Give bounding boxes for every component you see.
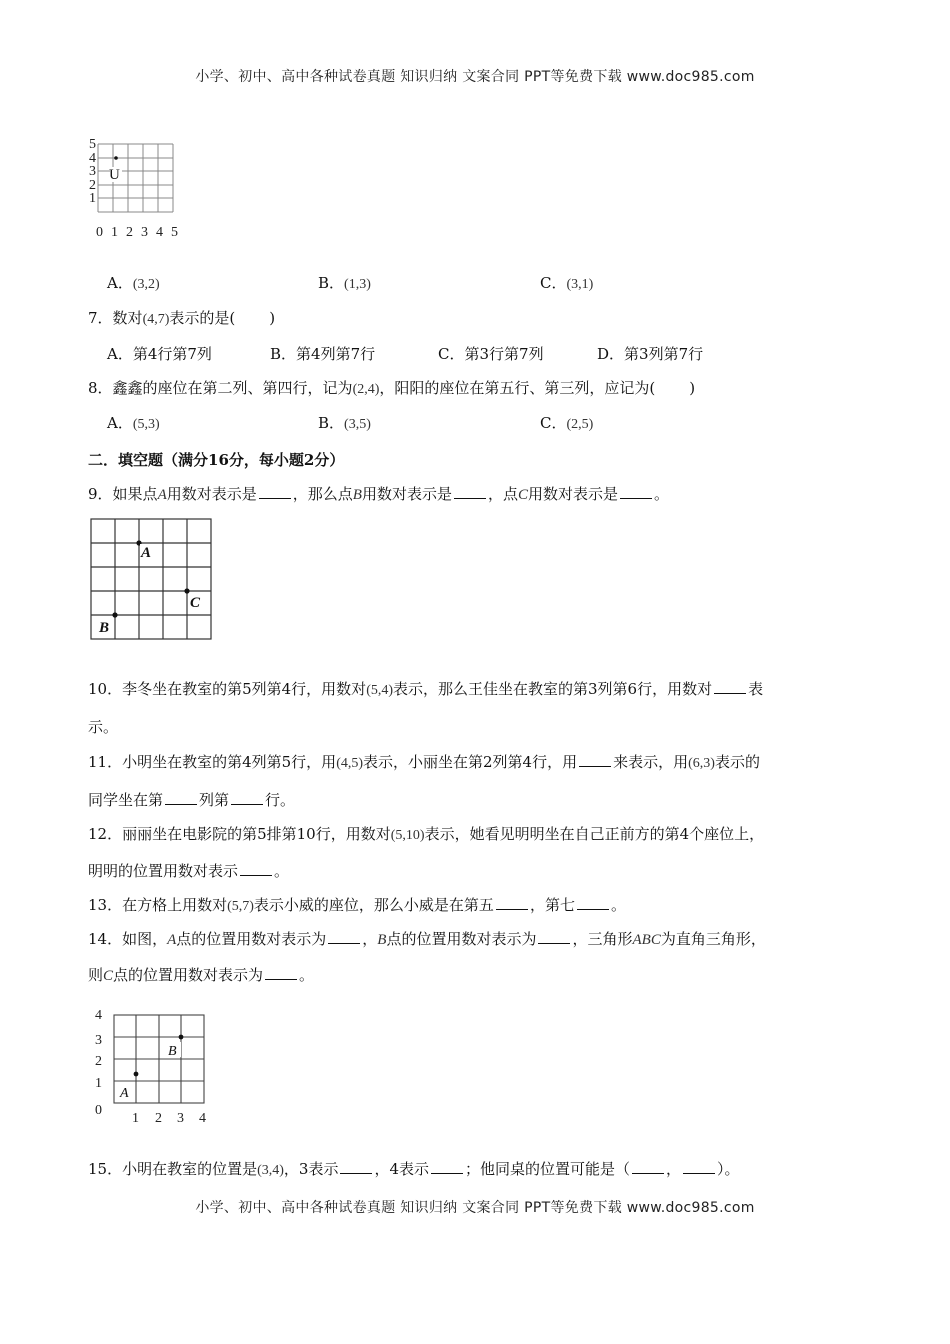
page-footer: 小学、初中、高中各种试卷真题 知识归纳 文案合同 PPT等免费下载 www.doc985.com <box>195 1200 755 1216</box>
q15-stem: 15．小明在教室的位置是(3,4)，3表示 ，4表示 ；他同桌的位置可能是（ ， ）。 <box>88 1160 740 1178</box>
q14-x-label: 2 <box>155 1111 162 1126</box>
q6-y-label: 4 <box>89 151 96 166</box>
q10-line1: 10．李冬坐在教室的第5列第4行，用数对(5,4)表示，那么王佳坐在教室的第3列第6行，用数对 表 <box>88 680 764 698</box>
answer-blank <box>240 863 272 876</box>
point-b-dot <box>112 612 117 617</box>
answer-blank <box>431 1161 463 1174</box>
q6-x-label: 2 <box>126 225 133 240</box>
q6-x-label: 4 <box>156 225 163 240</box>
q14-x-label: 4 <box>199 1111 206 1126</box>
q7-stem: 7．数对(4,7)表示的是( ) <box>88 309 276 327</box>
q6-point <box>114 156 118 160</box>
q11-line2: 同学坐在第 列第 行。 <box>88 791 296 809</box>
q6-x-label: 3 <box>141 225 148 240</box>
q7-option-d: D．第3列第7行 <box>597 345 704 363</box>
q14-y-label: 1 <box>95 1076 102 1091</box>
q12-line2: 明明的位置用数对表示 。 <box>88 862 290 880</box>
q6-y-label: 3 <box>89 164 96 179</box>
answer-blank <box>259 486 291 499</box>
answer-blank <box>496 897 528 910</box>
q13-stem: 13．在方格上用数对(5,7)表示小威的座位，那么小威是在第五 ，第七 。 <box>88 896 626 914</box>
q14-point-b-dot <box>179 1035 184 1040</box>
q6-x-label: 0 <box>96 225 103 240</box>
q14-point-b-label: B <box>168 1044 177 1059</box>
q14-point-a-dot <box>134 1072 139 1077</box>
q7-option-c: C．第3行第7列 <box>438 345 544 363</box>
q6-option-b: B．(1,3) <box>318 274 371 292</box>
q14-line1: 14．如图，A点的位置用数对表示为 ，B点的位置用数对表示为 ，三角形ABC为直角三角形， <box>88 930 766 948</box>
q6-grid-figure <box>86 136 186 242</box>
point-b-label: B <box>99 620 110 636</box>
q6-y-label: 2 <box>89 178 96 193</box>
q14-line2: 则C点的位置用数对表示为 。 <box>88 966 315 984</box>
q7-option-b: B．第4列第7行 <box>270 345 376 363</box>
section-title: 二．填空题（满分16分，每小题2分） <box>88 451 345 469</box>
answer-blank <box>632 1161 664 1174</box>
answer-blank <box>454 486 486 499</box>
q14-y-label: 4 <box>95 1008 102 1023</box>
q6-x-label: 5 <box>171 225 178 240</box>
answer-blank <box>340 1161 372 1174</box>
answer-blank <box>620 486 652 499</box>
q10-line2: 示。 <box>88 718 119 736</box>
answer-blank <box>538 931 570 944</box>
q8-stem: 8．鑫鑫的座位在第二列、第四行，记为(2,4)，阳阳的座位在第五行、第三列，应记为( ) <box>88 379 696 397</box>
answer-blank <box>231 792 263 805</box>
q11-line1: 11．小明坐在教室的第4列第5行，用(4,5)表示，小丽坐在第2列第4行，用 来表示，用(6,3)表示的 <box>88 753 760 771</box>
q14-y-label: 2 <box>95 1054 102 1069</box>
q14-point-a-label: A <box>120 1086 129 1101</box>
q14-y-label: 0 <box>95 1103 102 1118</box>
q14-x-label: 1 <box>132 1111 139 1126</box>
answer-blank <box>577 897 609 910</box>
answer-blank <box>265 967 297 980</box>
answer-blank <box>714 681 746 694</box>
q6-option-a: A．(3,2) <box>107 274 160 292</box>
page-header: 小学、初中、高中各种试卷真题 知识归纳 文案合同 PPT等免费下载 www.doc985.com <box>195 69 755 85</box>
q14-x-label: 3 <box>177 1111 184 1126</box>
point-c-dot <box>184 588 189 593</box>
q9-grid-figure <box>88 516 214 642</box>
q6-y-label: 5 <box>89 137 96 152</box>
q6-y-label: 1 <box>89 191 96 206</box>
q6-x-label: 1 <box>111 225 118 240</box>
q12-line1: 12．丽丽坐在电影院的第5排第10行，用数对(5,10)表示，她看见明明坐在自己正前方的第4个座位上， <box>88 825 765 843</box>
point-c-label: C <box>190 595 201 611</box>
point-a-label: A <box>141 545 152 561</box>
q8-option-c: C．(2,5) <box>540 414 594 432</box>
answer-blank <box>328 931 360 944</box>
q9-stem: 9．如果点A用数对表示是 ，那么点B用数对表示是 ，点C用数对表示是 。 <box>88 485 670 503</box>
q6-shape-label: U <box>109 167 120 183</box>
q14-y-label: 3 <box>95 1033 102 1048</box>
answer-blank <box>683 1161 715 1174</box>
answer-blank <box>165 792 197 805</box>
q7-option-a: A．第4行第7列 <box>107 345 212 363</box>
q8-option-b: B．(3,5) <box>318 414 371 432</box>
q14-grid-figure <box>90 1004 214 1130</box>
answer-blank <box>579 754 611 767</box>
q8-option-a: A．(5,3) <box>107 414 160 432</box>
q6-option-c: C．(3,1) <box>540 274 594 292</box>
